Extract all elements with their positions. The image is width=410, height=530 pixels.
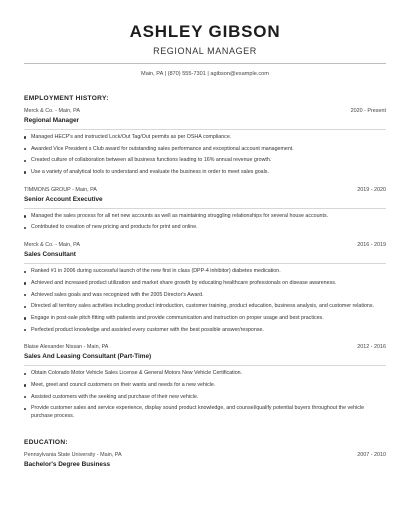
list-item: Perfected product knowledge and assisted every customer with the best possible answer/response. — [24, 327, 386, 334]
list-item: Engage in post-sale pitch fitting with patients and provide communication and instruction on proper usage and best practices. — [24, 315, 386, 322]
job-dates: 2020 - Present — [350, 108, 386, 114]
header-divider — [24, 63, 386, 64]
job-title: Regional Manager — [24, 117, 80, 124]
job-dates: 2012 - 2016 — [357, 344, 386, 351]
list-item: Provide customer sales and service experience, display sound product knowledge, and counsel/qualify potential buyers throughout the vehicle purchase process. — [24, 405, 386, 420]
job-company: Merck & Co. - Main, PA — [24, 108, 80, 114]
job-bullets — [24, 134, 386, 176]
job-divider — [24, 129, 386, 130]
job-title: Sales And Leasing Consultant (Part-Time) — [24, 353, 152, 361]
list-item: Awarded Vice President s Club award for outstanding sales performance and exceptional account management. — [24, 146, 386, 153]
list-item: Use a variety of analytical tools to understand and evaluate the business in order to meet sales goals. — [24, 169, 386, 176]
list-item: Achieved sales goals and was recognized with the 2005 Director's Award. — [24, 292, 386, 299]
candidate-name: ASHLEY GIBSON — [129, 22, 281, 41]
candidate-title: REGIONAL MANAGER — [153, 46, 257, 56]
job-header — [24, 186, 386, 194]
education-dates: 2007 - 2010 — [357, 452, 386, 459]
job-title: Senior Account Executive — [24, 195, 103, 203]
job-dates: 2016 - 2019 — [357, 242, 386, 249]
list-item: Contributed to creation of new pricing and products for print and online. — [24, 224, 386, 231]
list-item: Managed the sales process for all net new accounts as well as maintaining struggling relationships for several house accounts. — [24, 213, 386, 220]
list-item: Achieved and increased product utilization and market share growth by educating healthcare professionals on disease awareness. — [24, 280, 386, 287]
job-divider — [24, 263, 386, 264]
job-company: TIMMONS GROUP - Main, PA — [24, 186, 97, 193]
job-divider — [24, 208, 386, 209]
job-divider — [24, 365, 386, 366]
job-bullets — [24, 213, 386, 232]
job-company: Merck & Co. - Main, PA — [24, 242, 80, 249]
education-header — [24, 451, 386, 459]
job-bullets — [24, 370, 386, 420]
job-header — [24, 343, 386, 351]
list-item: Assisted customers with the seeking and purchase of their new vehicle. — [24, 394, 386, 401]
list-item: Created culture of collaboration between all business functions leading to 16% annual revenue growth. — [24, 157, 386, 164]
job-entry — [24, 241, 386, 334]
list-item: Managed HECP's and instructed Lock/Out Tag/Out permits as per OSHA compliance. — [24, 134, 386, 141]
education-degree: Bachelor's Degree Business — [24, 461, 111, 469]
job-header — [24, 107, 386, 115]
job-entry — [24, 343, 386, 420]
list-item: Obtain Colorado Motor Vehicle Sales License & General Motors New Vehicle Certification. — [24, 370, 386, 377]
education-entry — [24, 451, 386, 469]
list-item: Meet, greet and council customers on their wants and needs for a new vehicle. — [24, 382, 386, 389]
job-entry — [24, 186, 386, 232]
resume-header — [24, 0, 386, 78]
list-item: Directed all territory sales activities including product introduction, customer training, product education, business analysis, and customer relations. — [24, 303, 386, 310]
contact-line: Main, PA | (870) 555-7301 | agibson@example.com — [141, 71, 269, 77]
job-dates: 2019 - 2020 — [357, 186, 386, 193]
education-school: Pennsylvania State University - Main, PA — [24, 452, 122, 459]
job-company: Blaise Alexander Nissan - Main, PA — [24, 344, 109, 351]
education-heading: EDUCATION: — [24, 439, 68, 447]
job-entry — [24, 107, 386, 176]
job-title: Sales Consultant — [24, 251, 76, 259]
employment-heading: EMPLOYMENT HISTORY: — [24, 95, 109, 102]
job-header — [24, 241, 386, 249]
list-item: Ranked #1 in 2006 during successful launch of the new first in class (DPP-4 inhibitor) diabetes medication. — [24, 268, 386, 275]
job-bullets — [24, 268, 386, 334]
